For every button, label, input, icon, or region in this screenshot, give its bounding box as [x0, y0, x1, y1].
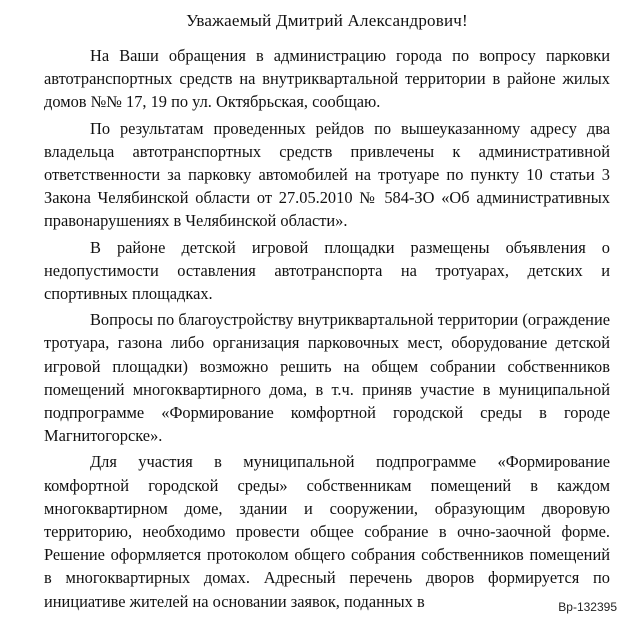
- paragraph-raid-results: По результатам проведенных рейдов по вышеуказанному адресу два владельца автотранспортных средств привлечены к административной ответственности за парковку автомобилей на тротуаре по пункту 10 статьи 3 Закона Челябинской области от 27.05.2010 № 584-ЗО «Об административных правонарушениях в Челябинской области».: [44, 118, 610, 231]
- letter-page: [44, 0, 610, 632]
- letter-body: [44, 44, 610, 616]
- paragraph-improvement-questions: Вопросы по благоустройству внутриквартальной территории (ограждение тротуара, газона либо организация парковочных мест, оборудование детской игровой площадки) возможно решить на общем собрании собственников помещений многоквартирного дома, в т.ч. приняв участие в муниципальной подпрограмме «Формирование комфортной городской среды в городе Магнитогорске».: [44, 310, 610, 446]
- paragraph-parking-request: На Ваши обращения в администрацию города по вопросу парковки автотранспортных средств на внутриквартальной территории в районе жилых домов №№ 17, 19 по ул. Октябрьская, сообщаю.: [44, 46, 610, 112]
- paragraph-playground-notices: В районе детской игровой площадки размещены объявления о недопустимости оставления автотранспорта на тротуарах, детских и спортивных площадках.: [44, 237, 610, 304]
- letter-greeting: Уважаемый Дмитрий Александрович!: [186, 11, 468, 30]
- paragraph-subprogram-participation: Для участия в муниципальной подпрограмме «Формирование комфортной городской среды» собственникам помещений в каждом многоквартирном доме, здании и сооружении, образующим дворовую территорию, необходимо провести общее собрание в очно-заочной форме. Решение оформляется протоколом общего собрания собственников помещений в многоквартирных домах. Адресный перечень дворов формируется по инициативе жителей на основании заявок, поданных в: [44, 452, 610, 611]
- document-code: Вр-132395: [558, 600, 617, 614]
